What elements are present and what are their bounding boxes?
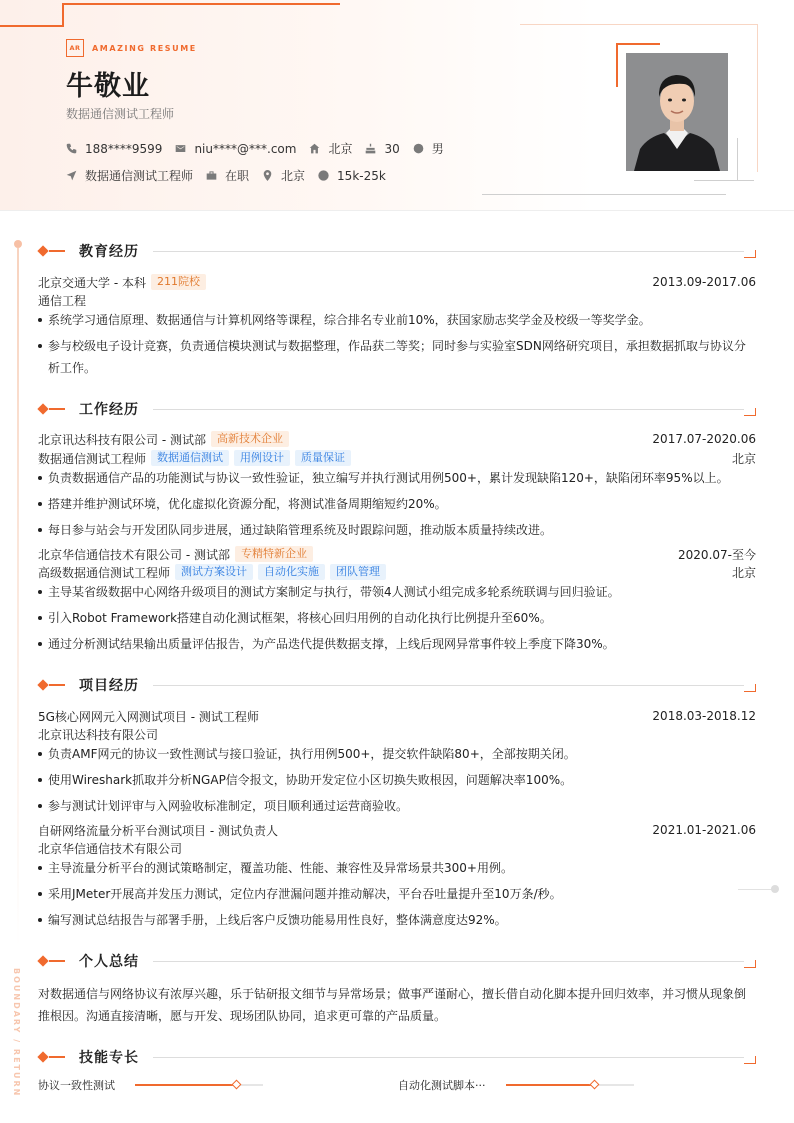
header-accent-corner <box>0 3 64 27</box>
info-target-city <box>262 167 305 184</box>
job-intent-row <box>66 167 399 184</box>
skill-tag: 团队管理 <box>330 564 386 580</box>
section-title: 个人总结 <box>79 954 139 970</box>
skill-name: 自动化测试脚本··· <box>398 1079 486 1092</box>
project-title-row <box>38 707 756 725</box>
summary-text: 对数据通信与网络协议有浓厚兴趣，乐于钻研报文细节与异常场景；做事严谨耐心，擅长借自动化脚本提升回归效率，并习惯从现象倒推根因。沟通直接清晰，愿与开发、现场团队协同，追求更可靠的产品质量。 <box>38 987 747 1023</box>
header-deco-rule <box>694 180 754 181</box>
skill-level-fill <box>506 1084 596 1086</box>
job-company-row <box>38 545 756 563</box>
project-bullet: 编写测试总结报告与部署手册，上线后客户反馈功能易用性良好，整体满意度达92%。 <box>38 909 756 931</box>
info-city <box>309 140 352 157</box>
candidate-name: 牛敬业 <box>66 71 150 102</box>
section-title: 技能专长 <box>79 1050 139 1066</box>
skill-level-knob <box>590 1080 600 1090</box>
job-company-row <box>38 430 756 448</box>
section-diamond-icon <box>37 679 48 690</box>
right-deco-dot <box>771 885 779 893</box>
section-corner <box>744 1056 756 1064</box>
project-org: 北京讯达科技有限公司 <box>38 727 159 742</box>
info-status <box>206 167 249 184</box>
section-header-summary <box>37 951 756 971</box>
company-tag: 专精特新企业 <box>235 546 313 562</box>
section-corner <box>744 408 756 416</box>
job-date: 2017.07-2020.06 <box>652 432 756 446</box>
info-age <box>365 142 399 156</box>
skill-tag: 自动化实施 <box>258 564 325 580</box>
info-phone <box>66 142 162 156</box>
phone-text: 188****9599 <box>85 141 163 156</box>
section-rule <box>153 685 744 686</box>
info-email <box>175 142 296 156</box>
header-deco-rule <box>737 138 738 180</box>
home-icon <box>309 143 320 154</box>
target-role-text: 数据通信测试工程师 <box>85 169 194 183</box>
age-text: 30 <box>384 141 400 156</box>
job-city: 北京 <box>731 451 756 466</box>
skill-item <box>398 1077 634 1093</box>
rail-line <box>17 248 19 948</box>
job-bullet: 通过分析测试结果输出质量评估报告，为产品迭代提供数据支撑，上线后现网异常事件较上季度下降30%。 <box>38 633 756 655</box>
job-role: 高级数据通信测试工程师 <box>38 565 171 580</box>
logo-text: AMAZING RESUME <box>92 43 197 53</box>
skill-level-bar <box>506 1084 634 1086</box>
section-tick <box>49 684 65 686</box>
section-header-education <box>37 241 756 261</box>
project-name: 自研网络流量分析平台测试项目 - 测试负责人 <box>38 823 278 838</box>
education-row <box>38 273 756 291</box>
phone-icon <box>66 143 77 154</box>
education-major: 通信工程 <box>38 293 87 308</box>
header-accent-line <box>64 3 340 5</box>
skill-level-knob <box>232 1080 242 1090</box>
education-bullet: 系统学习通信原理、数据通信与计算机网络等课程，综合排名专业前10%，获国家励志奖学金及校级一等奖学金。 <box>38 309 756 331</box>
send-icon <box>66 170 77 181</box>
section-diamond-icon <box>37 403 48 414</box>
company-name: 北京华信通信技术有限公司 - 测试部 <box>38 547 230 562</box>
job-bullet: 引入Robot Framework搭建自动化测试框架，将核心回归用例的自动化执行比例提升至60%。 <box>38 607 756 629</box>
info-salary <box>318 169 386 183</box>
gender-icon <box>413 143 424 154</box>
section-diamond-icon <box>37 245 48 256</box>
section-header-work <box>37 399 756 419</box>
section-title: 教育经历 <box>79 244 139 260</box>
location-pin-icon <box>262 170 273 181</box>
info-target-role <box>66 167 193 184</box>
resume-header <box>0 0 794 211</box>
section-corner <box>744 684 756 692</box>
profile-photo <box>626 53 728 171</box>
section-tick <box>49 250 65 252</box>
project-org: 北京华信通信技术有限公司 <box>38 841 183 856</box>
project-org-row <box>38 839 756 857</box>
education-major-row <box>38 291 756 309</box>
skill-tag: 测试方案设计 <box>175 564 253 580</box>
section-corner <box>744 960 756 968</box>
skill-name: 协议一致性测试 <box>38 1079 115 1092</box>
school-tag: 211院校 <box>151 274 206 290</box>
candidate-title: 数据通信测试工程师 <box>66 107 175 121</box>
project-bullet: 参与测试计划评审与入网验收标准制定，项目顺利通过运营商验收。 <box>38 795 756 817</box>
brand-logo <box>66 39 197 57</box>
skill-tag: 数据通信测试 <box>151 450 229 466</box>
job-role-row <box>38 563 756 581</box>
section-title: 项目经历 <box>79 678 139 694</box>
mail-icon <box>175 143 186 154</box>
section-tick <box>49 1056 65 1058</box>
skill-tag: 质量保证 <box>295 450 351 466</box>
job-role: 数据通信测试工程师 <box>38 451 147 466</box>
project-org-row <box>38 725 756 743</box>
project-bullet: 使用Wireshark抓取并分析NGAP信令报文，协助开发定位小区切换失败根因，问题解决率100%。 <box>38 769 756 791</box>
email-text: niu****@***.com <box>194 141 297 156</box>
cake-icon <box>365 143 376 154</box>
section-title: 工作经历 <box>79 402 139 418</box>
skill-level-bar <box>135 1084 263 1086</box>
job-bullet: 负责数据通信产品的功能测试与协议一致性验证，独立编写并执行测试用例500+，累计发现缺陷120+，缺陷闭环率95%以上。 <box>38 467 756 489</box>
section-tick <box>49 408 65 410</box>
info-gender <box>413 140 444 157</box>
section-header-skills <box>37 1047 756 1067</box>
education-date: 2013.09-2017.06 <box>652 275 756 289</box>
rail-dot <box>14 240 22 248</box>
section-corner <box>744 250 756 258</box>
target-city-text: 北京 <box>281 169 306 183</box>
status-text: 在职 <box>225 169 250 183</box>
job-bullet: 主导某省级数据中心网络升级项目的测试方案制定与执行，带领4人测试小组完成多轮系统联调与回归验证。 <box>38 581 756 603</box>
company-tag: 高新技术企业 <box>211 431 289 447</box>
education-bullet: 参与校级电子设计竞赛，负责通信模块测试与数据整理，作品获二等奖；同时参与实验室SDN网络研究项目，承担数据抓取与协议分析工作。 <box>38 335 756 379</box>
section-tick <box>49 960 65 962</box>
job-city: 北京 <box>731 565 756 580</box>
city-text: 北京 <box>328 142 353 156</box>
rail-label: BOUNDARY / RETURN <box>12 968 21 1098</box>
section-rule <box>153 409 744 410</box>
header-deco-rule <box>482 194 726 195</box>
section-rule <box>153 1057 744 1058</box>
section-diamond-icon <box>37 955 48 966</box>
project-bullet: 主导流量分析平台的测试策略制定，覆盖功能、性能、兼容性及异常场景共300+用例。 <box>38 857 756 879</box>
skill-tag: 用例设计 <box>234 450 290 466</box>
job-bullet: 搭建并维护测试环境，优化虚拟化资源分配，将测试准备周期缩短约20%。 <box>38 493 756 515</box>
contact-info-row <box>66 140 457 157</box>
gender-text: 男 <box>431 142 444 156</box>
job-role-row <box>38 449 756 467</box>
project-name: 5G核心网网元入网测试项目 - 测试工程师 <box>38 709 259 724</box>
project-bullet: 负责AMF网元的协议一致性测试与接口验证，执行用例500+，提交软件缺陷80+，全部按期关闭。 <box>38 743 756 765</box>
logo-mark: AR <box>66 39 84 57</box>
section-rule <box>153 251 744 252</box>
project-date: 2018.03-2018.12 <box>652 709 756 723</box>
salary-icon <box>318 170 329 181</box>
briefcase-icon <box>206 170 217 181</box>
project-date: 2021.01-2021.06 <box>652 823 756 837</box>
job-bullet: 每日参与站会与开发团队同步进展，通过缺陷管理系统及时跟踪问题，推动版本质量持续改进。 <box>38 519 756 541</box>
section-rule <box>153 961 744 962</box>
company-name: 北京讯达科技有限公司 - 测试部 <box>38 432 206 447</box>
job-date: 2020.07-至今 <box>678 547 756 562</box>
section-header-projects <box>37 675 756 695</box>
salary-text: 15k-25k <box>337 168 386 183</box>
section-diamond-icon <box>37 1051 48 1062</box>
project-bullet: 采用JMeter开展高并发压力测试，定位内存泄漏问题并推动解决，平台吞吐量提升至10万条/秒。 <box>38 883 756 905</box>
skill-item <box>38 1077 263 1093</box>
school-name: 北京交通大学 - 本科 <box>38 275 146 290</box>
skill-level-fill <box>135 1084 237 1086</box>
project-title-row <box>38 821 756 839</box>
